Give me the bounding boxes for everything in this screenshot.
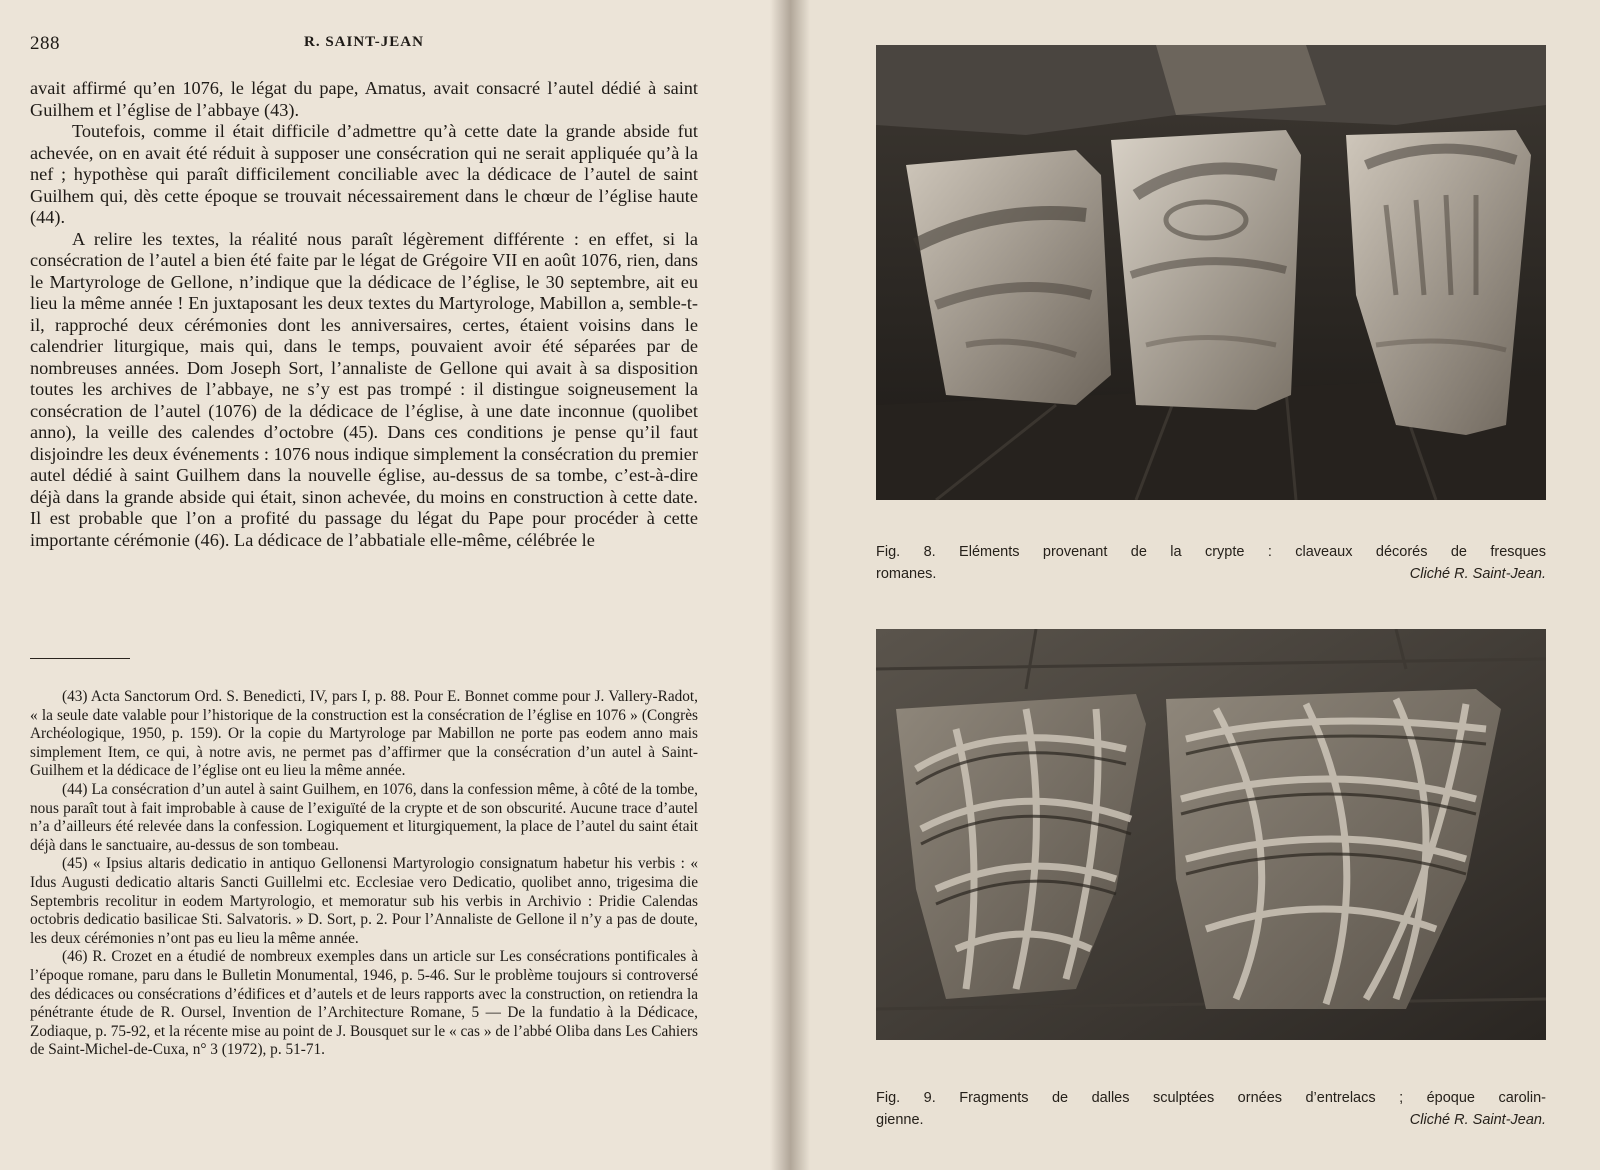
footnote-44: (44) La consécration d’un autel à saint Guilhem, en 1076, dans la confession même, à côté de la tombe, nous paraît tout à fait improbable à cause de l’exiguïté de la crypte et de son obscurité. Aucune trace d’autel n’a d’ailleurs été relevée dans la confession. Logiquement et liturgiquement, la place de l’autel du saint était déjà dans le sanctuaire, au-dessus de son tombeau. bbox=[30, 780, 698, 854]
photo-credit: Cliché R. Saint-Jean. bbox=[1409, 1112, 1546, 1128]
caption-tail bbox=[876, 563, 1546, 585]
figure-8-photo bbox=[876, 45, 1546, 500]
figure-9-caption bbox=[876, 1087, 1546, 1131]
paragraph: avait affirmé qu’en 1076, le légat du pape, Amatus, avait consacré l’autel dédié à saint Guilhem et l’église de l’abbaye (43). bbox=[30, 78, 698, 120]
body-text bbox=[30, 78, 698, 551]
figure-8-caption bbox=[876, 541, 1546, 585]
footnote-46: (46) R. Crozet en a étudié de nombreux exemples dans un article sur Les consécrations pontificales à l’époque romane, paru dans le Bulletin Monumental, 1946, p. 5-46. Sur le problème toujours si controversé des dédicaces ou consécrations d’édifices et d’autels et de leurs rapports avec la construction, on retiendra la pénétrante étude de R. Oursel, Invention de l’Architecture Romane, 5 — De la fundatio à la Dédicace, Zodiaque, p. 75-92, et la récente mise au point de J. Bousquet sur le « cas » de l’abbé Oliba dans Les Cahiers de Saint-Michel-de-Cuxa, n° 3 (1972), p. 51-71. bbox=[30, 948, 698, 1059]
book-gutter bbox=[770, 0, 810, 1170]
figure-8-photo-graphic bbox=[876, 45, 1546, 500]
paragraph: A relire les textes, la réalité nous paraît légèrement différente : en effet, si la consécration de l’autel a bien été faite par le légat de Grégoire VII en août 1076, rien, dans le Martyrologe de Gellone, n’indique que la dédicace de l’église, le 30 septembre, ait eu lieu la même année ! En juxtaposant les deux textes du Martyrologe, Mabillon a, semble-t-il, rapproché deux cérémonies dont les anniversaires, certes, étaient voisins dans le calendrier liturgique, mais qui, dans le temps, pouvaient avoir été séparées par de nombreuses années. Dom Joseph Sort, l’annaliste de Gellone qui avait à sa disposition toutes les archives de l’abbaye, ne s’y est pas trompé : il distingue soigneusement la consécration de l’autel (1076) de la dédicace de l’église, à une date inconnue (quolibet anno), la veille des calendes d’octobre (45). Dans ces conditions je pense qu’il faut disjoindre les deux événements : 1076 nous indique simplement la consécration du premier autel dédié à saint Guilhem dans la nouvelle église, au-dessus de sa tombe, c’est-à-dire déjà dans la grande abside qui était, sinon achevée, du moins en construction à cette date. Il est probable que l’on a profité du passage du légat du Pape pour procéder à cette importante cérémonie (46). La dédicace de l’abbatiale elle-même, célébrée le bbox=[30, 228, 698, 550]
footnote-divider bbox=[30, 658, 130, 659]
caption-continuation: gienne. bbox=[876, 1112, 924, 1128]
caption-continuation: romanes. bbox=[876, 566, 937, 582]
running-title: R. SAINT-JEAN bbox=[304, 34, 424, 50]
caption-tail bbox=[876, 1109, 1546, 1131]
right-page bbox=[790, 0, 1600, 1170]
left-page bbox=[0, 0, 790, 1170]
footnote-45: (45) « Ipsius altaris dedicatio in antiquo Gellonensi Martyrologio consignatum habetur his verbis : « Idus Augusti dedicatio altaris Sancti Guillelmi etc. Ecclesiae vero Dedicatio, quolibet anno, trigesima die Septembris recolitur in eodem Martyrologio, et memoratur sub his verbis in Archivio : Pridie Calendas octobris dedicatio basilicae Sti. Salvatoris. » D. Sort, p. 2. Pour l’Annaliste de Gellone il n’y a pas de doute, les deux cérémonies n’ont pas eu lieu la même année. bbox=[30, 855, 698, 947]
caption-text: Fig. 8. Eléments provenant de la crypte : claveaux décorés de fresques bbox=[876, 544, 1546, 560]
footnotes bbox=[30, 688, 698, 1060]
caption-text: Fig. 9. Fragments de dalles sculptées ornées d’entrelacs ; époque carolin- bbox=[876, 1090, 1546, 1106]
figure-9-photo-graphic bbox=[876, 629, 1546, 1040]
footnote-43: (43) Acta Sanctorum Ord. S. Benedicti, IV, pars I, p. 88. Pour E. Bonnet comme pour J. Vallery-Radot, « la seule date valable pour l’historique de la construction est la consécration de l’église en 1076 » (Congrès Archéologique, 1950, p. 159). Or la copie du Martyrologe par Mabillon ne porte pas eodem anno mais simplement Item, ce qui, à notre avis, ne permet pas d’affirmer que la consécration d’un autel à Saint-Guilhem et la dédicace de l’église ont eu lieu la même année. bbox=[30, 688, 698, 780]
figure-9-photo bbox=[876, 629, 1546, 1040]
photo-credit: Cliché R. Saint-Jean. bbox=[1409, 566, 1546, 582]
page-number: 288 bbox=[30, 33, 60, 54]
paragraph: Toutefois, comme il était difficile d’admettre qu’à cette date la grande abside fut achevée, on en avait été réduit à supposer une consécration qui ne serait appliquée qu’à la nef ; hypothèse qui paraît difficilement conciliable avec la dédicace de l’autel de saint Guilhem qui, dès cette époque se trouvait nécessairement dans le chœur de l’église haute (44). bbox=[30, 121, 698, 227]
running-head bbox=[30, 33, 698, 57]
